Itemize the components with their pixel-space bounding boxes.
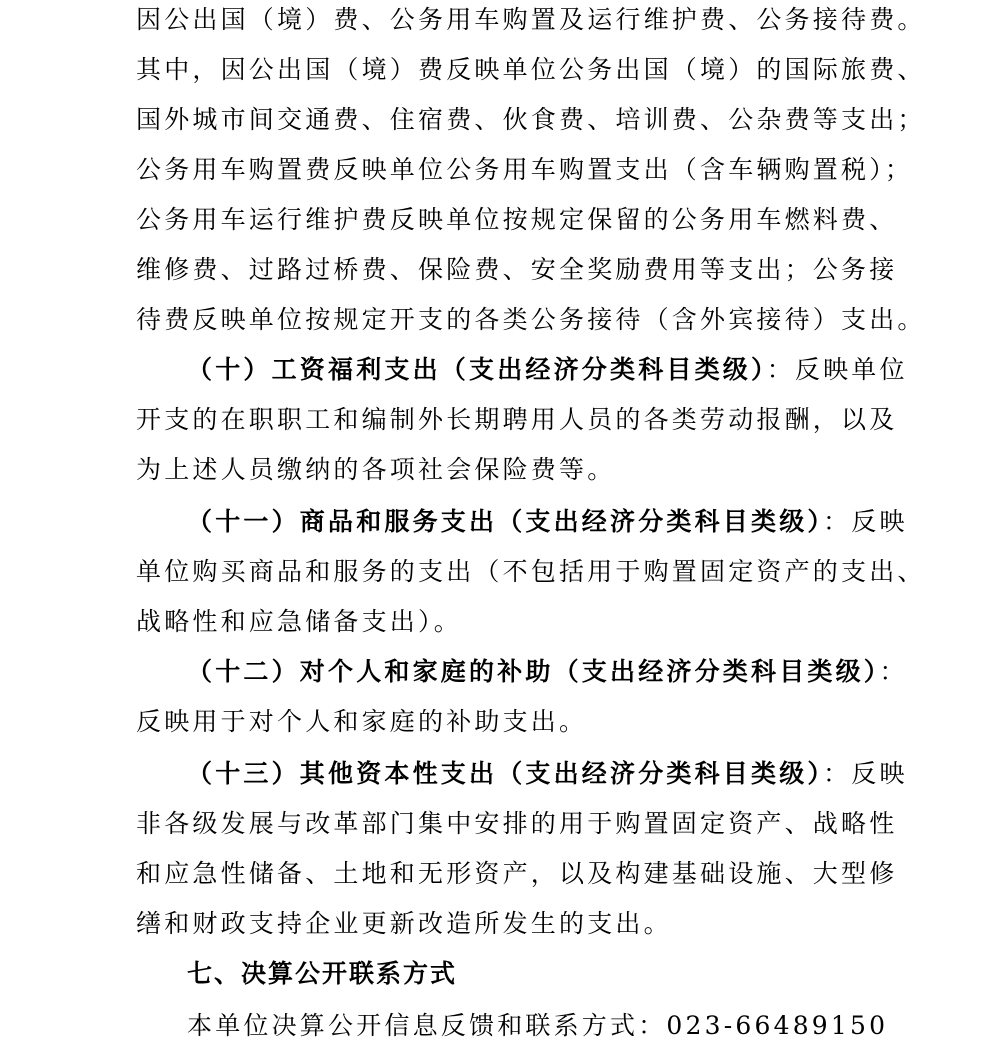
item-text: ：反映 xyxy=(823,759,908,788)
paragraph-line: 维修费、过路过桥费、保险费、安全奖励费用等支出；公务接 xyxy=(136,255,898,284)
paragraph-line: 开支的在职职工和编制外长期聘用人员的各类劳动报酬，以及 xyxy=(136,405,898,434)
paragraph-line: 公务用车运行维护费反映单位按规定保留的公务用车燃料费、 xyxy=(136,205,898,234)
paragraph-line: 和应急性储备、土地和无形资产，以及构建基础设施、大型修 xyxy=(136,859,898,888)
item-title: （十一）商品和服务支出（支出经济分类科目类级） xyxy=(187,507,824,536)
item-title: （十二）对个人和家庭的补助（支出经济分类科目类级） xyxy=(187,657,880,686)
item-text: ：反映单位 xyxy=(766,355,908,384)
paragraph-line: 缮和财政支持企业更新改造所发生的支出。 xyxy=(136,909,672,938)
item-text: ：反映 xyxy=(823,507,908,536)
item-heading-line xyxy=(187,497,908,547)
paragraph-line: 待费反映单位按规定开支的各类公务接待（含外宾接待）支出。 xyxy=(136,305,926,334)
item-heading-line xyxy=(187,345,908,395)
section-heading: 七、决算公开联系方式 xyxy=(187,959,458,988)
paragraph-line: 战略性和应急储备支出）。 xyxy=(136,607,462,636)
paragraph-line: 其中，因公出国（境）费反映单位公务出国（境）的国际旅费、 xyxy=(136,55,926,84)
contact-phone: 023-66489150 xyxy=(666,1011,889,1040)
paragraph-line: 国外城市间交通费、住宿费、伙食费、培训费、公杂费等支出； xyxy=(136,105,926,134)
item-text: ： xyxy=(879,657,908,686)
paragraph-line: 公务用车购置费反映单位公务用车购置支出（含车辆购置税）； xyxy=(136,155,914,184)
paragraph-line: 单位购买商品和服务的支出（不包括用于购置固定资产的支出、 xyxy=(136,557,926,586)
item-title: （十三）其他资本性支出（支出经济分类科目类级） xyxy=(187,759,824,788)
item-title: （十）工资福利支出（支出经济分类科目类级） xyxy=(187,355,767,384)
paragraph-line: 非各级发展与改革部门集中安排的用于购置固定资产、战略性 xyxy=(136,809,898,838)
paragraph-line: 因公出国（境）费、公务用车购置及运行维护费、公务接待费。 xyxy=(136,5,926,34)
item-heading-line xyxy=(187,647,908,697)
contact-label: 本单位决算公开信息反馈和联系方式： xyxy=(187,1011,667,1040)
contact-line xyxy=(187,1001,888,1051)
paragraph-line: 反映用于对个人和家庭的补助支出。 xyxy=(136,707,588,736)
item-heading-line xyxy=(187,749,908,799)
paragraph-line: 为上述人员缴纳的各项社会保险费等。 xyxy=(136,455,616,484)
